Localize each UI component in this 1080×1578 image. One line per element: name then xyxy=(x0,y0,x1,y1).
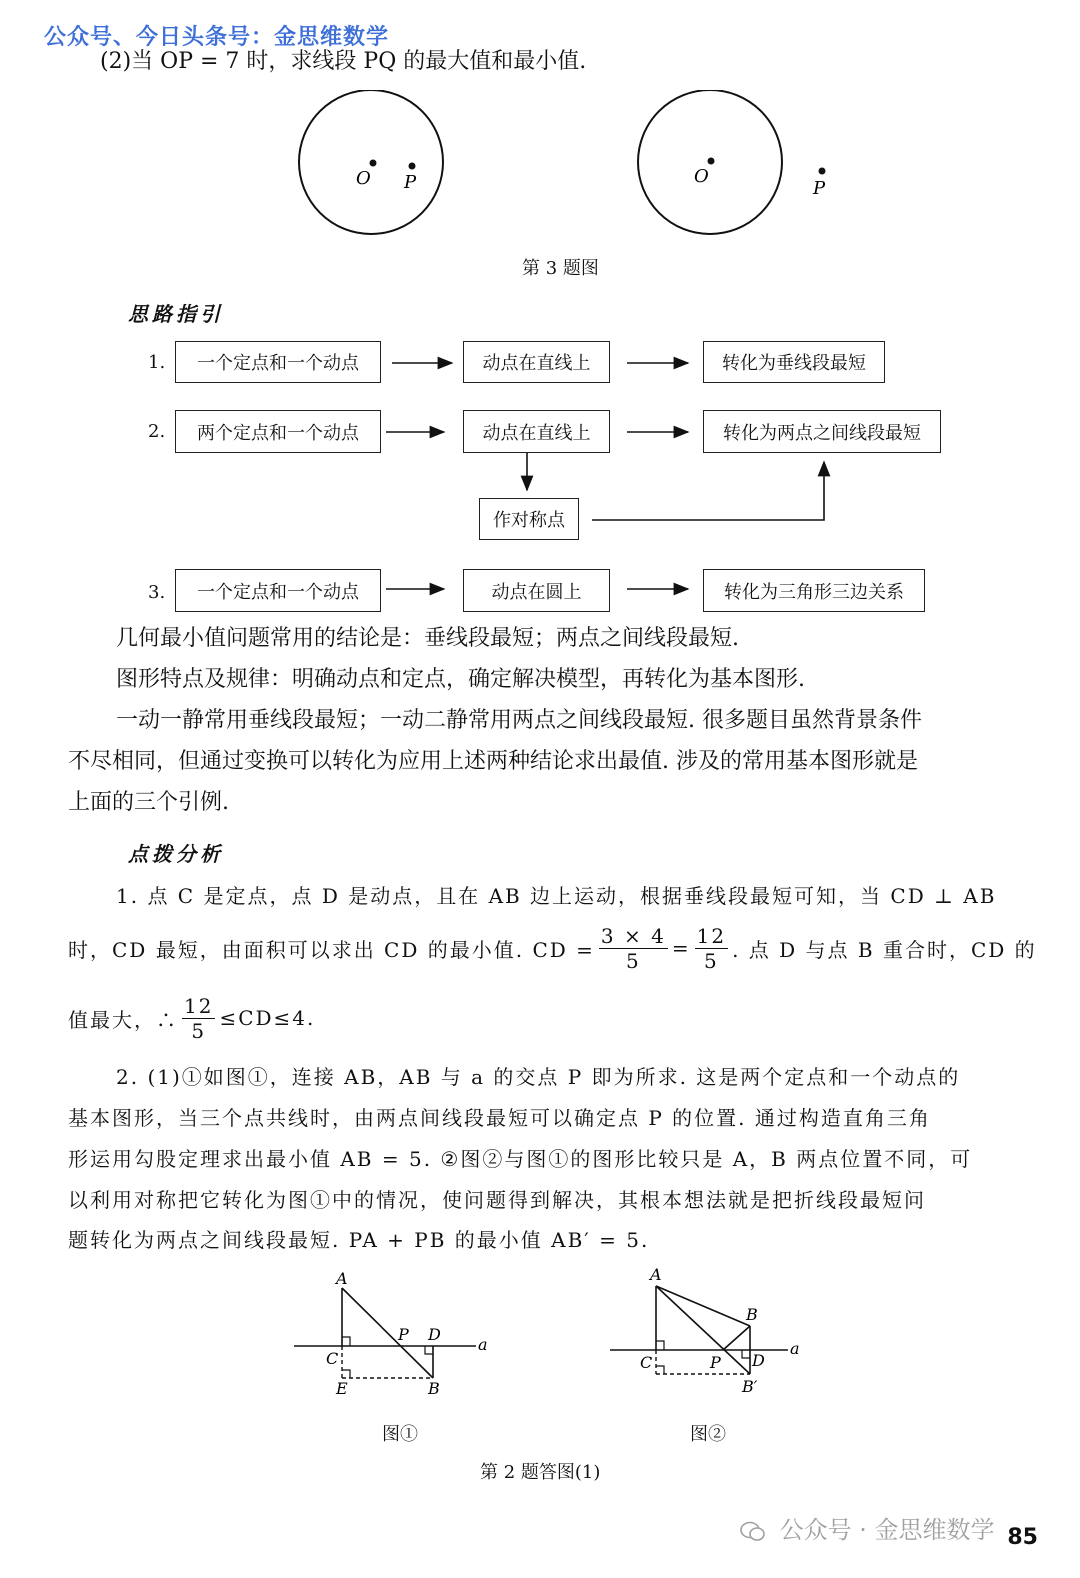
equals-sign: = xyxy=(671,936,691,960)
right-o-point xyxy=(708,158,715,165)
fig1-right-angle-D xyxy=(425,1346,433,1354)
summary-p3-line3: 上面的三个引例. xyxy=(68,790,229,815)
figure-1-caption: 图① xyxy=(382,1424,418,1445)
analysis-1-line2-text-b: . 点 D 与点 B 重合时，CD 的 xyxy=(732,937,1037,962)
fraction-3x4-over-5 xyxy=(599,924,668,973)
figure-2 xyxy=(610,1265,800,1396)
header-watermark: 公众号、今日头条号：金思维数学 xyxy=(44,25,390,50)
fig1-right-angle-C xyxy=(342,1337,350,1346)
fig2-segment-PB xyxy=(723,1326,750,1350)
fig2-label-a: a xyxy=(790,1339,800,1358)
frac2-numerator: 12 xyxy=(696,923,727,948)
question-part2: (2)当 OP = 7 时，求线段 PQ 的最大值和最小值. xyxy=(100,49,587,74)
fig1-label-E: E xyxy=(336,1379,348,1398)
right-p-label: P xyxy=(813,178,826,199)
fig2-segment-APBp xyxy=(656,1286,750,1374)
footer-watermark-text: 公众号 · 金思维数学 xyxy=(779,1516,995,1544)
fig2-right-angle-C xyxy=(656,1341,664,1350)
circles-caption: 第 3 题图 xyxy=(522,258,599,279)
summary-p1: 几何最小值问题常用的结论是：垂线段最短；两点之间线段最短. xyxy=(116,626,739,651)
frac3-numerator: 12 xyxy=(184,993,214,1018)
analysis-1-line1: 1. 点 C 是定点，点 D 是动点，且在 AB 边上运动，根据垂线段最短可知，当 CD ⊥ AB xyxy=(116,884,997,908)
fig1-right-angle-E xyxy=(342,1370,350,1378)
left-p-label: P xyxy=(404,172,417,193)
fig1-label-B: B xyxy=(428,1379,440,1398)
guide-row2-box2: 动点在直线上 xyxy=(463,410,610,453)
analysis-2-line5: 题转化为两点之间线段最短. PA + PB 的最小值 AB′ = 5. xyxy=(68,1228,650,1252)
guide-row1-box3: 转化为垂线段最短 xyxy=(703,341,885,383)
analysis-2-line3: 形运用勾股定理求出最小值 AB = 5. ②图②与图①的图形比较只是 A，B 两点位置不同，可 xyxy=(68,1147,973,1171)
analysis-1-line3-text-b: ≤CD≤4. xyxy=(219,1006,316,1030)
fig1-label-A: A xyxy=(336,1269,348,1288)
arrow-r2-up xyxy=(592,462,824,520)
fig1-label-a: a xyxy=(478,1335,488,1354)
circles-figure xyxy=(280,90,840,250)
footer-watermark xyxy=(740,1510,995,1545)
analysis-1-line2-text-a: 时，CD 最短，由面积可以求出 CD 的最小值. CD = xyxy=(68,937,595,962)
guide-row2-box3: 转化为两点之间线段最短 xyxy=(703,410,941,453)
fraction-12-over-5-b xyxy=(182,994,215,1043)
left-o-label: O xyxy=(356,168,371,189)
frac2-denominator: 5 xyxy=(703,948,719,973)
analysis-1-line3 xyxy=(68,990,315,1046)
frac3-denominator: 5 xyxy=(191,1018,207,1043)
fig2-label-B: B xyxy=(746,1305,758,1324)
summary-p3-line2: 不尽相同，但通过变换可以转化为应用上述两种结论求出最值. 涉及的常用基本图形就是 xyxy=(68,749,918,774)
fig2-label-A: A xyxy=(650,1265,662,1284)
analysis-1-line3-text-a: 值最大，∴ xyxy=(68,1007,178,1032)
fig2-right-angle-E xyxy=(656,1366,664,1374)
guide-row2-box1: 两个定点和一个动点 xyxy=(175,410,381,453)
guide-row3-box3: 转化为三角形三边关系 xyxy=(703,569,925,612)
figures-caption: 第 2 题答图(1) xyxy=(480,1462,601,1483)
analysis-title: 点拨分析 xyxy=(128,842,224,866)
fig2-right-angle-D xyxy=(742,1350,750,1358)
guide-row1-num: 1. xyxy=(148,352,166,373)
figure-2-caption: 图② xyxy=(690,1424,726,1445)
fig2-label-C: C xyxy=(640,1353,653,1372)
analysis-1-line2 xyxy=(68,920,1037,976)
guide-title: 思路指引 xyxy=(128,302,224,326)
page-number: 85 xyxy=(1007,1525,1038,1550)
fig2-label-Bprime: B′ xyxy=(742,1377,758,1396)
right-p-point xyxy=(819,168,826,175)
guide-row3-box1: 一个定点和一个动点 xyxy=(175,569,381,612)
analysis-2-line4: 以利用对称把它转化为图①中的情况，使问题得到解决，其根本想法就是把折线段最短问 xyxy=(68,1188,926,1212)
fraction-12-over-5 xyxy=(695,924,728,973)
left-o-point xyxy=(370,160,377,167)
right-o-label: O xyxy=(694,166,709,187)
left-p-point xyxy=(409,163,416,170)
guide-row1-box1: 一个定点和一个动点 xyxy=(175,341,381,383)
fig2-segment-AB xyxy=(656,1286,750,1326)
fig1-label-C: C xyxy=(326,1349,339,1368)
frac1-denominator: 5 xyxy=(626,948,641,973)
guide-row3-num: 3. xyxy=(148,582,166,603)
fig1-label-P: P xyxy=(398,1325,409,1344)
summary-p3-line1: 一动一静常用垂线段最短；一动二静常用两点之间线段最短. 很多题目虽然背景条件 xyxy=(116,708,922,733)
guide-row1-box2: 动点在直线上 xyxy=(463,341,610,383)
frac1-numerator: 3 × 4 xyxy=(600,923,666,948)
fig1-label-D: D xyxy=(428,1325,441,1344)
summary-p2: 图形特点及规律：明确动点和定点，确定解决模型，再转化为基本图形. xyxy=(116,667,805,692)
fig1-segment-AB xyxy=(342,1288,433,1378)
guide-row3-box2: 动点在圆上 xyxy=(463,569,610,612)
figure-1 xyxy=(294,1269,488,1398)
guide-row2-box4: 作对称点 xyxy=(479,498,579,540)
guide-row2-num: 2. xyxy=(148,421,166,442)
analysis-2-line1: 2. (1)①如图①，连接 AB，AB 与 a 的交点 P 即为所求. 这是两个定点和一个动点的 xyxy=(116,1065,961,1089)
geometry-figures xyxy=(280,1260,820,1440)
analysis-2-line2: 基本图形，当三个点共线时，由两点间线段最短可以确定点 P 的位置. 通过构造直角三角 xyxy=(68,1106,931,1130)
wechat-icon xyxy=(740,1520,766,1542)
fig2-label-D: D xyxy=(752,1351,765,1370)
fig2-label-P: P xyxy=(710,1353,721,1372)
